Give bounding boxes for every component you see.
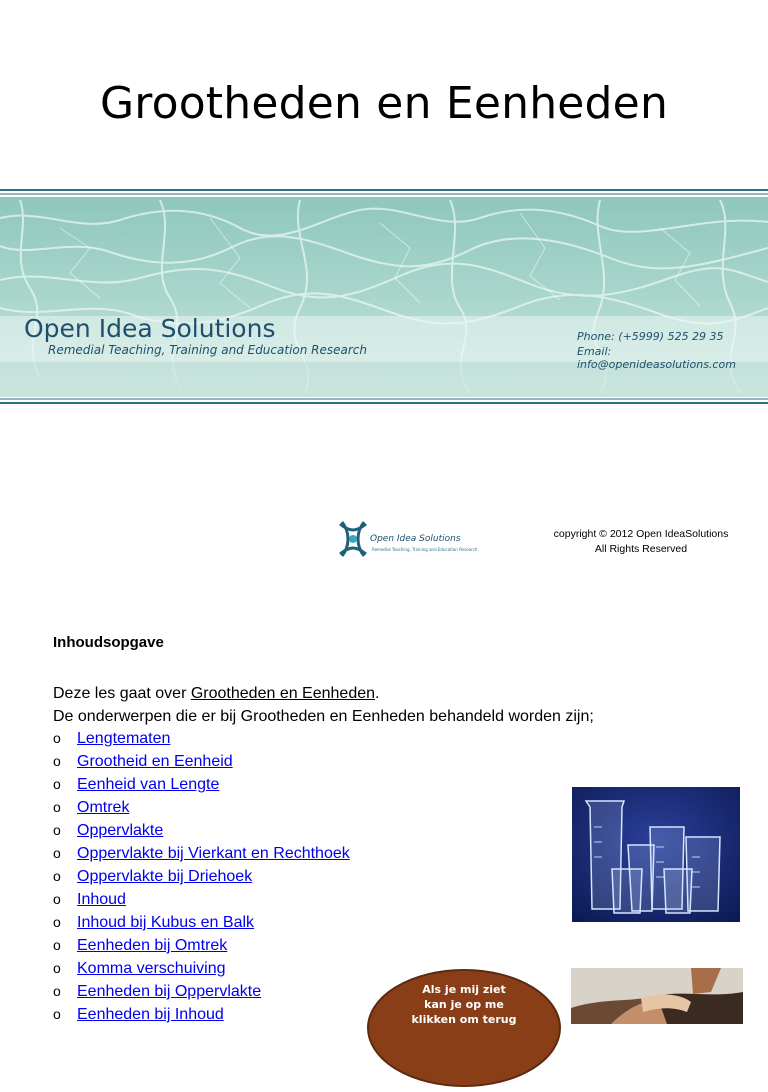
bullet-icon: o: [53, 730, 61, 746]
bullet-icon: o: [53, 776, 61, 792]
list-item: [53, 750, 350, 773]
badge-text: [366, 982, 562, 1027]
beakers-image: [572, 787, 740, 922]
logo-text: Open Idea Solutions: [370, 534, 461, 544]
bullet-icon: o: [53, 1006, 61, 1022]
list-item: [53, 819, 350, 842]
list-item: [53, 727, 350, 750]
bullet-icon: o: [53, 753, 61, 769]
topic-link[interactable]: Grootheid en Eenheid: [77, 753, 233, 770]
topic-link[interactable]: Omtrek: [77, 799, 130, 816]
topic-link[interactable]: Oppervlakte bij Vierkant en Rechthoek: [77, 845, 350, 862]
banner-phone: Phone: (+5999) 525 29 35: [577, 330, 724, 343]
topic-link[interactable]: Eenheden bij Oppervlakte: [77, 983, 262, 1000]
copyright-line: copyright © 2012 Open IdeaSolutions: [553, 528, 729, 540]
topic-link[interactable]: Oppervlakte: [77, 822, 164, 839]
bullet-icon: o: [53, 960, 61, 976]
header-banner: [0, 188, 768, 406]
list-item: [53, 888, 350, 911]
logo-subtext: Remedial Teaching, Training and Education Research: [372, 547, 478, 552]
intro-suffix: .: [375, 685, 380, 702]
intro-prefix: Deze les gaat over: [53, 685, 191, 702]
list-item: [53, 1003, 350, 1026]
topic-list: [53, 727, 350, 1026]
logo-icon: [336, 518, 370, 560]
intro-line-2: De onderwerpen die er bij Grootheden en Eenheden behandeld worden zijn;: [53, 708, 594, 725]
bullet-icon: o: [53, 937, 61, 953]
bullet-icon: o: [53, 983, 61, 999]
hands-illustration: [571, 968, 743, 1024]
banner-company-name: Open Idea Solutions: [24, 314, 276, 343]
intro-line-1: [53, 682, 594, 705]
topic-link[interactable]: Inhoud: [77, 891, 126, 908]
water-background: [0, 188, 768, 406]
page-title: Grootheden en Eenheden: [99, 78, 669, 129]
list-item: [53, 773, 350, 796]
list-item: [53, 980, 350, 1003]
bullet-icon: o: [53, 914, 61, 930]
company-logo: [336, 518, 478, 560]
topic-link[interactable]: Eenheden bij Omtrek: [77, 937, 228, 954]
topic-link[interactable]: Eenheden bij Inhoud: [77, 1006, 224, 1023]
topic-link[interactable]: Eenheid van Lengte: [77, 776, 220, 793]
rights-line: All Rights Reserved: [594, 543, 688, 555]
toc-heading: Inhoudsopgave: [53, 634, 164, 651]
copyright-notice: [540, 527, 742, 557]
list-item: [53, 842, 350, 865]
topic-link[interactable]: Inhoud bij Kubus en Balk: [77, 914, 255, 931]
list-item: [53, 865, 350, 888]
banner-tagline: Remedial Teaching, Training and Education Research: [48, 343, 368, 357]
beakers-illustration: [572, 787, 740, 922]
badge-line-2: kan je op me: [424, 998, 504, 1011]
list-item: [53, 911, 350, 934]
bullet-icon: o: [53, 868, 61, 884]
topic-link[interactable]: Lengtematen: [77, 730, 171, 747]
hands-image: [571, 968, 743, 1024]
back-button-badge[interactable]: [366, 968, 562, 1088]
bullet-icon: o: [53, 845, 61, 861]
badge-line-1: Als je mij ziet: [422, 983, 506, 996]
bullet-icon: o: [53, 891, 61, 907]
list-item: [53, 796, 350, 819]
topic-link[interactable]: Oppervlakte bij Driehoek: [77, 868, 253, 885]
topic-link[interactable]: Komma verschuiving: [77, 960, 226, 977]
badge-line-3: klikken om terug: [411, 1013, 517, 1026]
list-item: [53, 934, 350, 957]
list-item: [53, 957, 350, 980]
bullet-icon: o: [53, 822, 61, 838]
intro-topic-link[interactable]: Grootheden en Eenheden: [190, 685, 376, 702]
bullet-icon: o: [53, 799, 61, 815]
banner-email: Email: info@openideasolutions.com: [577, 345, 736, 371]
intro-text: [53, 682, 594, 728]
